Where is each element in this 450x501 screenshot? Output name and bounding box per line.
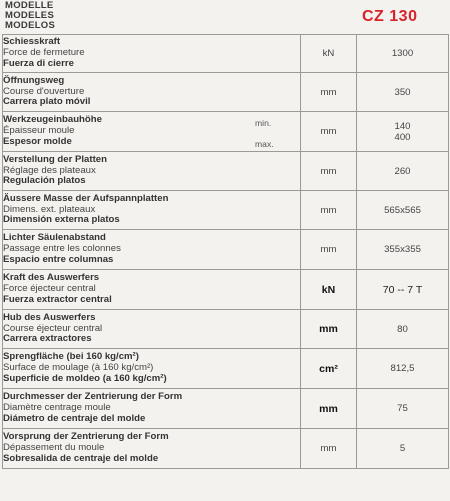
row-label xyxy=(3,349,301,389)
row-label xyxy=(3,112,301,152)
header-line-fr: MODELES xyxy=(5,10,55,21)
row-label xyxy=(3,310,301,349)
row-label xyxy=(3,152,301,191)
value-max: 400 xyxy=(394,131,411,143)
table-row xyxy=(3,270,449,310)
unit-cell: mm xyxy=(301,310,357,349)
row-label xyxy=(3,270,301,310)
label-es: Fuerza di cierre xyxy=(3,57,74,69)
table-row xyxy=(3,35,449,73)
value-cell xyxy=(357,112,449,152)
label-fr: Course éjecteur central xyxy=(3,322,103,334)
row-label xyxy=(3,389,301,429)
max-label: max. xyxy=(255,139,274,149)
row-label xyxy=(3,35,301,73)
label-de: Öffnungsweg xyxy=(3,74,65,86)
label-de: Kraft des Auswerfers xyxy=(3,272,100,284)
label-es: Sobresalida de centraje del molde xyxy=(3,452,159,464)
unit-cell: kN xyxy=(301,270,357,310)
label-es: Espesor molde xyxy=(3,135,72,147)
label-es: Espacio entre columnas xyxy=(3,253,114,265)
min-label: min. xyxy=(255,118,272,128)
label-de: Äussere Masse der Aufspannplatten xyxy=(3,192,169,204)
row-label xyxy=(3,191,301,230)
label-fr: Dimens. ext. plateaux xyxy=(3,203,96,215)
row-label xyxy=(3,429,301,469)
label-fr: Force de fermeture xyxy=(3,47,85,59)
value-cell: 350 xyxy=(357,73,449,112)
table-row xyxy=(3,429,449,469)
label-de: Hub des Auswerfers xyxy=(3,311,96,323)
unit-cell: mm xyxy=(301,73,357,112)
label-de: Vorsprung der Zentrierung der Form xyxy=(3,431,169,443)
label-es: Dimensión externa platos xyxy=(3,214,120,226)
unit-cell: mm xyxy=(301,191,357,230)
value-cell: 355x355 xyxy=(357,230,449,270)
label-es: Superficie de moldeo (a 160 kg/cm²) xyxy=(3,372,167,384)
row-label xyxy=(3,230,301,270)
label-es: Diámetro de centraje del molde xyxy=(3,412,146,424)
unit-cell: kN xyxy=(301,35,357,73)
label-fr: Surface de moulage (à 160 kg/cm²) xyxy=(3,362,154,374)
label-de: Sprengfläche (bei 160 kg/cm²) xyxy=(3,351,139,363)
row-label xyxy=(3,73,301,112)
table-row xyxy=(3,152,449,191)
label-fr: Diamètre centrage moule xyxy=(3,402,111,414)
label-fr: Épaisseur moule xyxy=(3,125,75,137)
unit-cell: mm xyxy=(301,112,357,152)
label-es: Carrera plato móvil xyxy=(3,96,91,108)
unit-cell: mm xyxy=(301,230,357,270)
spec-table xyxy=(2,34,449,469)
table-row xyxy=(3,191,449,230)
unit-cell: mm xyxy=(301,152,357,191)
unit-cell: mm xyxy=(301,389,357,429)
label-es: Fuerza extractor central xyxy=(3,293,112,305)
label-fr: Force éjecteur central xyxy=(3,283,96,295)
label-fr: Course d'ouverture xyxy=(3,85,85,97)
label-de: Lichter Säulenabstand xyxy=(3,232,106,244)
value-cell: 1300 xyxy=(357,35,449,73)
label-fr: Réglage des plateaux xyxy=(3,164,96,176)
header-line-de: MODELLE xyxy=(5,0,54,11)
table-row xyxy=(3,112,449,152)
unit-cell: cm² xyxy=(301,349,357,389)
label-fr: Passage entre les colonnes xyxy=(3,243,121,255)
label-de: Schiesskraft xyxy=(3,36,61,48)
table-row xyxy=(3,230,449,270)
label-de: Verstellung der Platten xyxy=(3,153,107,165)
unit-cell: mm xyxy=(301,429,357,469)
table-row xyxy=(3,310,449,349)
model-name: CZ 130 xyxy=(362,8,418,25)
value-cell: 812,5 xyxy=(357,349,449,389)
label-fr: Dépassement du moule xyxy=(3,442,105,454)
value-cell: 5 xyxy=(357,429,449,469)
value-cell: 565x565 xyxy=(357,191,449,230)
label-es: Regulación platos xyxy=(3,175,86,187)
value-cell: 75 xyxy=(357,389,449,429)
label-es: Carrera extractores xyxy=(3,333,92,345)
value-cell: 70 -- 7 T xyxy=(357,270,449,310)
header-line-es: MODELOS xyxy=(5,20,56,31)
value-cell: 260 xyxy=(357,152,449,191)
value-min: 140 xyxy=(394,120,411,132)
table-row xyxy=(3,73,449,112)
label-de: Durchmesser der Zentrierung der Form xyxy=(3,391,183,403)
table-row xyxy=(3,389,449,429)
value-cell: 80 xyxy=(357,310,449,349)
table-row xyxy=(3,349,449,389)
sheet-header xyxy=(0,0,450,34)
label-de: Werkzeugeinbauhöhe xyxy=(3,114,102,126)
